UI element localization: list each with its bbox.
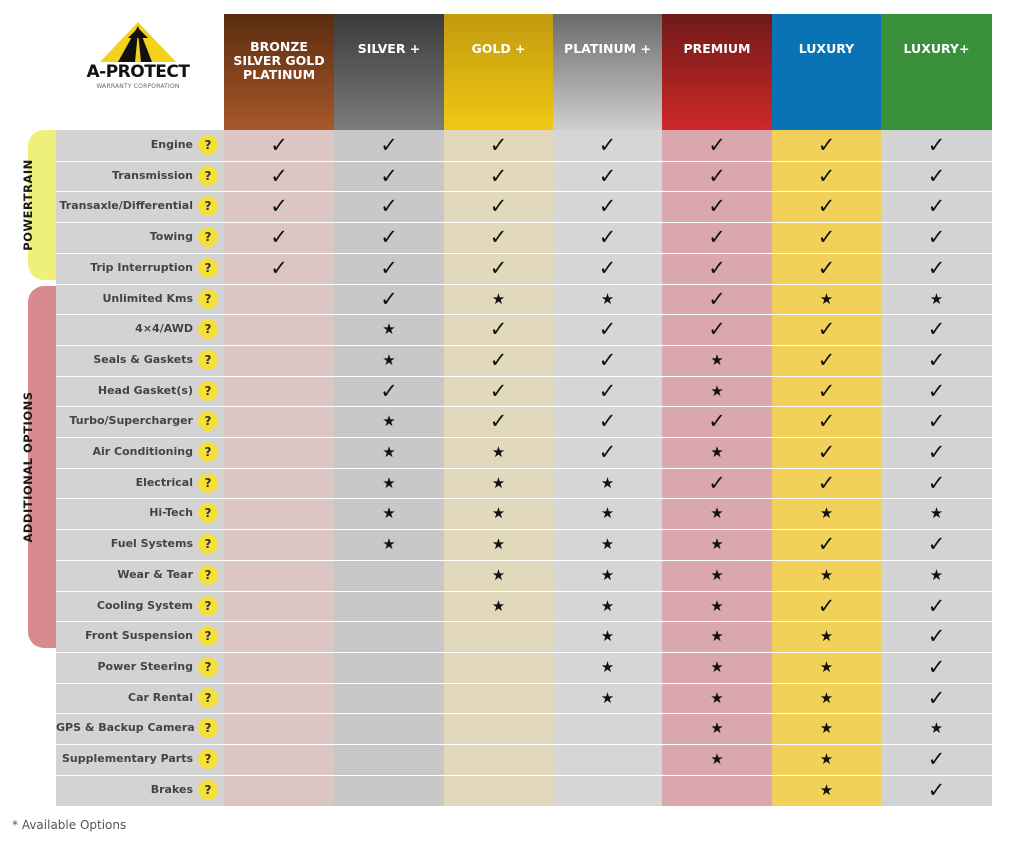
check-icon: ✓: [817, 409, 836, 434]
company-logo: [58, 20, 218, 120]
star-icon: ★: [929, 719, 944, 738]
star-icon: ★: [710, 657, 724, 676]
check-icon: ✓: [380, 255, 398, 280]
check-icon: ✓: [489, 133, 508, 157]
check-icon: ✓: [270, 194, 288, 219]
star-icon: ★: [491, 443, 506, 461]
section-tab-1: [21, 130, 56, 280]
check-icon: ✓: [489, 317, 508, 342]
check-icon: ✓: [598, 194, 617, 219]
check-icon: ✓: [927, 624, 946, 649]
feature-label: Car Rental: [128, 690, 193, 704]
check-icon: ✓: [708, 409, 726, 434]
check-icon: ✓: [598, 440, 617, 464]
star-icon: ★: [710, 719, 724, 738]
star-icon: ★: [382, 412, 396, 431]
star-icon: ★: [382, 320, 396, 339]
star-icon: ★: [819, 750, 834, 768]
help-icon[interactable]: ?: [198, 258, 218, 278]
star-icon: ★: [600, 504, 615, 523]
plan-header-3: GOLD +: [444, 14, 553, 130]
coverage-grid: [56, 130, 992, 806]
logo-tagline: WARRANTY CORPORATION: [96, 83, 180, 90]
star-icon: ★: [710, 535, 724, 554]
check-icon: ✓: [489, 378, 508, 403]
feature-label: Fuel Systems: [110, 537, 193, 551]
check-icon: ✓: [817, 133, 836, 157]
check-icon: ✓: [817, 225, 836, 250]
check-icon: ✓: [598, 225, 617, 250]
check-icon: ✓: [927, 133, 946, 157]
help-icon[interactable]: ?: [198, 411, 218, 431]
check-icon: ✓: [817, 163, 836, 188]
check-icon: ✓: [927, 317, 946, 342]
star-icon: ★: [819, 688, 834, 707]
help-icon[interactable]: ?: [198, 289, 218, 309]
feature-label: Turbo/Supercharger: [69, 414, 193, 428]
help-icon[interactable]: ?: [198, 381, 218, 401]
star-icon: ★: [929, 565, 944, 584]
check-icon: ✓: [927, 440, 946, 464]
check-icon: ✓: [489, 255, 508, 280]
star-icon: ★: [710, 381, 724, 400]
star-icon: ★: [929, 289, 944, 308]
star-icon: ★: [491, 289, 506, 308]
star-icon: ★: [710, 350, 724, 369]
feature-label: Unlimited Kms: [102, 291, 193, 305]
road-logo-icon: [98, 20, 178, 64]
check-icon: ✓: [489, 163, 508, 188]
star-icon: ★: [382, 473, 396, 492]
check-icon: ✓: [817, 255, 836, 280]
check-icon: ✓: [817, 347, 836, 372]
feature-label: Brakes: [150, 782, 193, 796]
help-icon[interactable]: ?: [198, 565, 218, 585]
check-icon: ✓: [380, 133, 398, 157]
check-icon: ✓: [380, 163, 398, 188]
check-icon: ✓: [927, 777, 946, 802]
check-icon: ✓: [708, 470, 726, 495]
check-icon: ✓: [598, 133, 617, 157]
check-icon: ✓: [270, 163, 288, 188]
star-icon: ★: [491, 565, 506, 584]
check-icon: ✓: [380, 225, 398, 250]
check-icon: ✓: [708, 317, 726, 342]
check-icon: ✓: [708, 194, 726, 219]
star-icon: ★: [600, 688, 615, 707]
check-icon: ✓: [927, 747, 946, 771]
star-icon: ★: [710, 504, 724, 523]
check-icon: ✓: [927, 255, 946, 280]
help-icon[interactable]: ?: [198, 688, 218, 708]
help-icon[interactable]: ?: [198, 135, 218, 155]
feature-label: Transmission: [111, 168, 193, 182]
plan-header-4: PLATINUM +: [553, 14, 662, 130]
check-icon: ✓: [927, 470, 946, 495]
check-icon: ✓: [927, 593, 946, 618]
feature-label: Power Steering: [97, 659, 193, 673]
check-icon: ✓: [598, 409, 617, 434]
star-icon: ★: [710, 596, 724, 615]
star-icon: ★: [710, 565, 724, 584]
feature-label: Hi-Tech: [149, 506, 193, 520]
check-icon: ✓: [817, 593, 836, 618]
check-icon: ✓: [927, 194, 946, 219]
check-icon: ✓: [927, 654, 946, 679]
check-icon: ✓: [489, 225, 508, 250]
plan-header-2: SILVER +: [334, 14, 444, 130]
feature-label: Electrical: [135, 475, 193, 489]
star-icon: ★: [382, 350, 396, 369]
check-icon: ✓: [708, 133, 726, 157]
help-icon[interactable]: ?: [198, 166, 218, 186]
star-icon: ★: [710, 443, 724, 461]
star-icon: ★: [382, 535, 396, 554]
check-icon: ✓: [817, 440, 836, 464]
star-icon: ★: [929, 504, 944, 523]
check-icon: ✓: [817, 532, 836, 557]
star-icon: ★: [382, 443, 396, 461]
check-icon: ✓: [927, 378, 946, 403]
star-icon: ★: [819, 504, 834, 523]
section-label: ADDITIONAL OPTIONS: [21, 391, 35, 543]
plan-header-7: LUXURY+: [881, 14, 992, 130]
feature-label: Engine: [150, 138, 193, 151]
check-icon: ✓: [708, 163, 726, 188]
help-icon[interactable]: ?: [198, 196, 218, 216]
star-icon: ★: [600, 627, 615, 646]
star-icon: ★: [710, 750, 724, 768]
star-icon: ★: [819, 780, 834, 799]
feature-label: Towing: [149, 230, 193, 244]
check-icon: ✓: [380, 286, 398, 311]
star-icon: ★: [382, 504, 396, 523]
feature-label: Supplementary Parts: [61, 752, 193, 765]
star-icon: ★: [600, 289, 615, 308]
help-icon[interactable]: ?: [198, 749, 218, 769]
check-icon: ✓: [489, 347, 508, 372]
help-icon[interactable]: ?: [198, 473, 218, 493]
check-icon: ✓: [817, 194, 836, 219]
check-icon: ✓: [270, 225, 288, 250]
check-icon: ✓: [598, 163, 617, 188]
star-icon: ★: [491, 473, 506, 492]
star-icon: ★: [819, 657, 834, 676]
star-icon: ★: [819, 627, 834, 646]
star-icon: ★: [819, 565, 834, 584]
check-icon: ✓: [927, 532, 946, 557]
check-icon: ✓: [927, 163, 946, 188]
star-icon: ★: [491, 535, 506, 554]
feature-label: Wear & Tear: [117, 567, 193, 581]
check-icon: ✓: [708, 255, 726, 280]
help-icon[interactable]: ?: [198, 442, 218, 462]
star-icon: ★: [491, 596, 506, 615]
check-icon: ✓: [927, 225, 946, 250]
feature-label: Air Conditioning: [92, 445, 193, 458]
feature-label: GPS & Backup Camera: [56, 721, 195, 735]
check-icon: ✓: [489, 194, 508, 219]
check-icon: ✓: [927, 409, 946, 434]
check-icon: ✓: [598, 255, 617, 280]
star-icon: ★: [600, 565, 615, 584]
check-icon: ✓: [927, 347, 946, 372]
star-icon: ★: [600, 535, 615, 554]
star-icon: ★: [491, 504, 506, 523]
check-icon: ✓: [598, 317, 617, 342]
help-icon[interactable]: ?: [198, 596, 218, 616]
help-icon[interactable]: ?: [198, 503, 218, 523]
check-icon: ✓: [817, 317, 836, 342]
feature-label: Transaxle/Differential: [59, 199, 193, 213]
star-icon: ★: [600, 657, 615, 676]
star-icon: ★: [710, 688, 724, 707]
plan-header-5: PREMIUM: [662, 14, 772, 130]
star-icon: ★: [819, 289, 834, 308]
help-icon[interactable]: ?: [198, 534, 218, 554]
check-icon: ✓: [708, 225, 726, 250]
star-icon: ★: [710, 627, 724, 646]
help-icon[interactable]: ?: [198, 780, 218, 800]
check-icon: ✓: [380, 378, 398, 403]
star-icon: ★: [600, 596, 615, 615]
check-icon: ✓: [817, 470, 836, 495]
help-icon[interactable]: ?: [198, 718, 218, 738]
feature-label: Head Gasket(s): [97, 383, 193, 397]
plan-header-6: LUXURY: [772, 14, 881, 130]
plan-header-1: BRONZE SILVER GOLD PLATINUM: [224, 14, 334, 130]
footnote: * Available Options: [12, 818, 127, 832]
check-icon: ✓: [927, 685, 946, 710]
feature-label: Seals & Gaskets: [93, 352, 193, 366]
feature-label: Front Suspension: [85, 629, 193, 643]
check-icon: ✓: [489, 409, 508, 434]
check-icon: ✓: [380, 194, 398, 219]
star-icon: ★: [600, 473, 615, 492]
logo-name: A-PROTECT: [86, 62, 190, 82]
help-icon[interactable]: ?: [198, 657, 218, 677]
check-icon: ✓: [708, 286, 726, 311]
star-icon: ★: [819, 719, 834, 738]
check-icon: ✓: [817, 378, 836, 403]
check-icon: ✓: [270, 255, 288, 280]
help-icon[interactable]: ?: [198, 350, 218, 370]
help-icon[interactable]: ?: [198, 626, 218, 646]
check-icon: ✓: [598, 347, 617, 372]
check-icon: ✓: [270, 133, 288, 157]
feature-label: Cooling System: [96, 598, 193, 612]
section-tab-2: [21, 286, 56, 648]
help-icon[interactable]: ?: [198, 227, 218, 247]
help-icon[interactable]: ?: [198, 319, 218, 339]
feature-label: 4×4/AWD: [135, 322, 193, 336]
check-icon: ✓: [598, 378, 617, 403]
section-label: POWERTRAIN: [21, 158, 35, 251]
feature-label: Trip Interruption: [90, 260, 193, 274]
